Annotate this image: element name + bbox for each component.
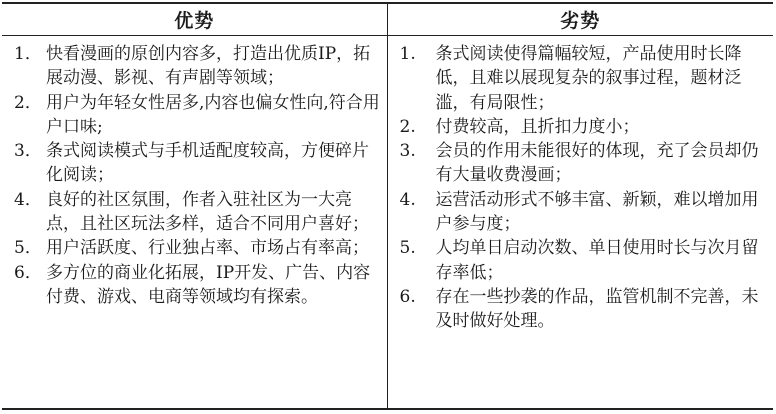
item-number: 3． [14,141,42,162]
header-disadvantages: 劣势 [387,3,773,36]
advantages-cell [2,36,387,410]
item-text: 良好的社区氛围，作者入驻社区为一大亮点，且社区玩法多样，适合不同用户喜好； [46,189,369,235]
item-text: 付费较高，且折扣力度小； [435,116,640,137]
item-text: 存在一些抄袭的作品，监管机制不完善，未及时做好处理。 [435,286,759,332]
item-number: 3. [399,141,416,162]
list-item [2,188,387,237]
item-text: 条式阅读模式与手机适配度较高，方便碎片化阅读； [46,141,369,186]
item-text: 用户活跃度、行业独占率、市场占有率高； [46,238,369,259]
list-item [388,188,774,237]
list-item [2,139,387,188]
list-item [2,42,387,91]
list-item [388,42,774,115]
item-number: 1. [399,44,416,64]
item-number: 4． [14,189,42,210]
item-text: 人均单日启动次数、单日使用时长与次月留存率低； [435,238,759,283]
item-number: 5． [14,238,42,259]
list-item [388,285,774,334]
item-text: 条式阅读使得篇幅较短，产品使用时长降低，且难以展现复杂的叙事过程，题材泛滥，有局限性； [435,44,742,113]
content-row [2,36,773,410]
list-item [2,261,387,310]
item-text: 多方位的商业化拓展，IP开发、广告、内容付费、游戏、电商等领域均有探索。 [46,262,371,307]
item-text: 快看漫画的原创内容多，打造出优质IP，拓展动漫、影视、有声剧等领域； [46,44,371,89]
disadvantages-cell [387,36,773,410]
list-item [388,236,774,285]
item-text: 运营活动形式不够丰富、新颖，难以增加用户参与度； [435,189,759,235]
item-number: 2． [14,92,42,113]
item-number: 4. [399,189,416,210]
swot-table [2,2,773,410]
item-text: 会员的作用未能很好的体现，充了会员却仍有大量收费漫画； [435,141,759,186]
item-number: 6. [399,286,416,307]
header-row [2,3,773,36]
item-number: 2. [399,116,416,137]
item-number: 5. [399,238,416,259]
item-number: 6． [14,262,42,283]
list-item [388,139,774,188]
list-item [2,91,387,140]
header-advantages: 优势 [2,3,387,36]
item-number: 1． [14,44,42,64]
list-item [388,115,774,139]
list-item [2,236,387,260]
item-text: 用户为年轻女性居多,内容也偏女性向,符合用户口味; [46,92,380,137]
